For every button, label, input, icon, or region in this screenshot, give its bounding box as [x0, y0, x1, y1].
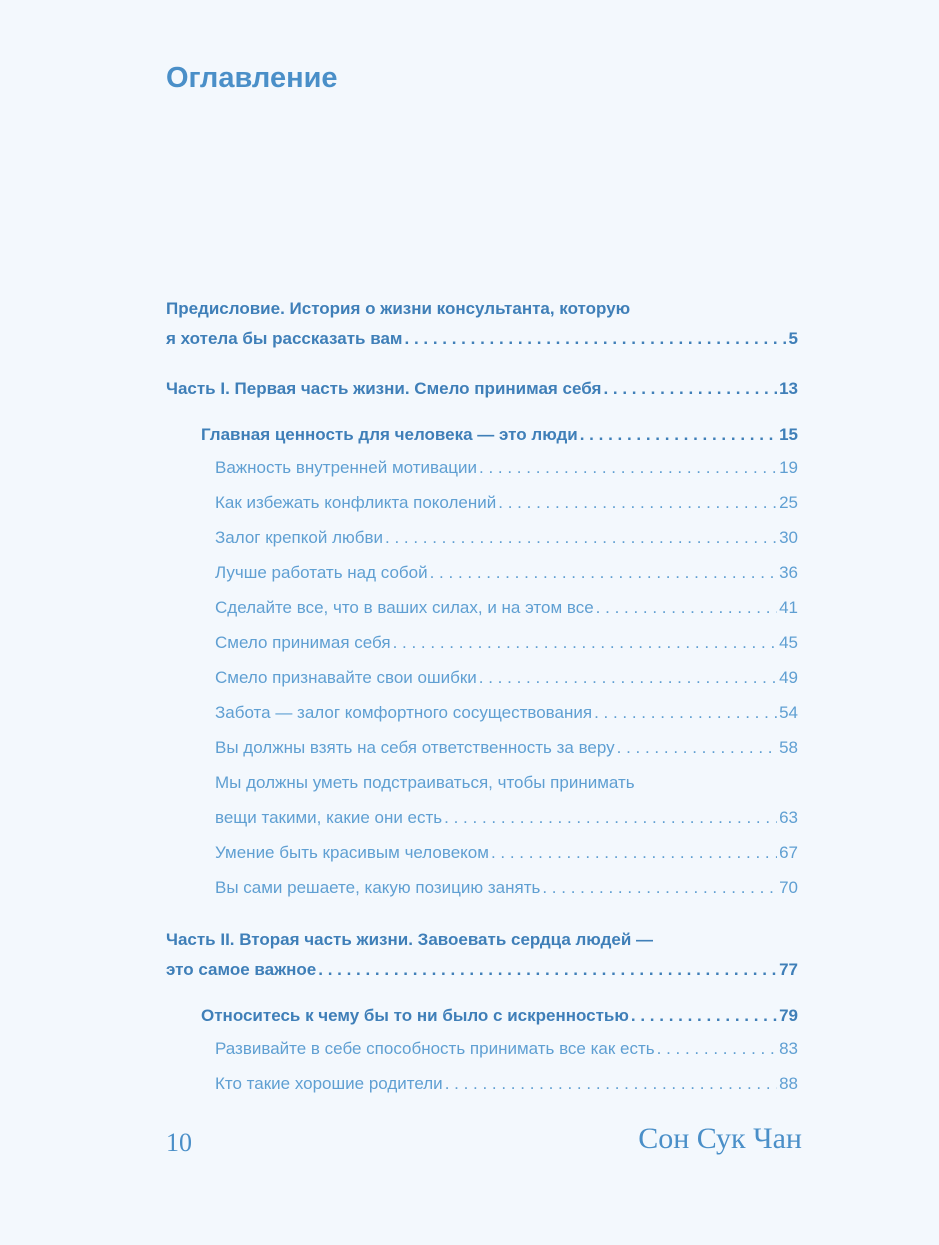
dot-leader	[657, 1031, 777, 1066]
dot-leader	[596, 590, 777, 625]
toc-page-number: 49	[779, 668, 798, 687]
toc-page-number: 83	[779, 1039, 798, 1058]
dot-leader	[631, 1001, 777, 1031]
toc-entry-title: Вы сами решаете, какую позицию занять	[215, 878, 541, 897]
toc-page-number: 30	[779, 528, 798, 547]
toc-section-entry[interactable]	[166, 730, 798, 765]
dot-leader	[617, 730, 777, 765]
toc-entry-title: Забота — залог комфортного сосуществования	[215, 703, 593, 722]
toc-entry-title: Смело принимая себя	[215, 633, 391, 652]
toc-page-number: 67	[779, 843, 798, 862]
toc-section-entry[interactable]	[166, 590, 798, 625]
toc-section-entry[interactable]	[166, 835, 798, 870]
toc-entry-title: Сделайте все, что в ваших силах, и на этом все	[215, 598, 594, 617]
toc-entry-title: Смело признавайте свои ошибки	[215, 668, 477, 687]
dot-leader	[580, 420, 777, 450]
toc-section-entry[interactable]	[166, 765, 798, 835]
toc-page-number: 36	[779, 563, 798, 582]
toc-chapter-entry[interactable]	[166, 420, 798, 450]
toc-page-number: 13	[779, 379, 798, 398]
toc-page-number: 45	[779, 633, 798, 652]
toc-section-entry[interactable]	[166, 1031, 798, 1066]
toc-page-number: 88	[779, 1074, 798, 1093]
toc-entry-title: это самое важное	[166, 960, 317, 979]
toc-part-entry[interactable]	[166, 374, 798, 404]
toc-entry-title: Развивайте в себе способность принимать все как есть	[215, 1039, 655, 1058]
toc-entry-title-line: Мы должны уметь подстраиваться, чтобы принимать	[215, 773, 635, 792]
table-of-contents	[166, 294, 798, 1101]
toc-entry-title: Главная ценность для человека — это люди	[201, 425, 578, 444]
dot-leader	[542, 870, 777, 905]
toc-section-entry[interactable]	[166, 1066, 798, 1101]
toc-section-entry[interactable]	[166, 625, 798, 660]
toc-page-number: 25	[779, 493, 798, 512]
toc-section-entry[interactable]	[166, 695, 798, 730]
toc-page-number: 41	[779, 598, 798, 617]
toc-page-number: 54	[779, 703, 798, 722]
toc-entry-title: Как избежать конфликта поколений	[215, 493, 497, 512]
toc-entry-title: Залог крепкой любви	[215, 528, 383, 547]
dot-leader	[445, 1066, 777, 1101]
toc-entry-title: Относитесь к чему бы то ни было с искренностью	[201, 1006, 629, 1025]
toc-section-entry[interactable]	[166, 660, 798, 695]
author-name: Сон Сук Чан	[638, 1122, 802, 1155]
dot-leader	[393, 625, 777, 660]
toc-section-entry[interactable]	[166, 450, 798, 485]
toc-page-number: 5	[788, 329, 798, 348]
toc-page-number: 79	[779, 1006, 798, 1025]
toc-section-entry[interactable]	[166, 520, 798, 555]
toc-page-number: 77	[779, 960, 798, 979]
toc-section-entry[interactable]	[166, 555, 798, 590]
dot-leader	[594, 695, 777, 730]
dot-leader	[479, 450, 777, 485]
toc-entry-title: я хотела бы рассказать вам	[166, 329, 403, 348]
toc-page-number: 15	[779, 425, 798, 444]
toc-page-number: 70	[779, 878, 798, 897]
toc-entry-title: Лучше работать над собой	[215, 563, 428, 582]
page-title: Оглавление	[166, 62, 338, 94]
toc-page-number: 19	[779, 458, 798, 477]
toc-page-number: 63	[779, 808, 798, 827]
toc-part-entry[interactable]	[166, 925, 798, 985]
page-number: 10	[166, 1128, 192, 1157]
toc-entry-title: вещи такими, какие они есть	[215, 808, 443, 827]
toc-entry-title-line: Предисловие. История о жизни консультанта, которую	[166, 299, 631, 318]
toc-entry-title: Важность внутренней мотивации	[215, 458, 478, 477]
dot-leader	[405, 324, 787, 354]
toc-part-entry[interactable]	[166, 294, 798, 354]
toc-section-entry[interactable]	[166, 485, 798, 520]
toc-entry-title: Часть I. Первая часть жизни. Смело принимая себя	[166, 379, 602, 398]
dot-leader	[318, 955, 777, 985]
dot-leader	[491, 835, 777, 870]
toc-chapter-entry[interactable]	[166, 1001, 798, 1031]
dot-leader	[498, 485, 777, 520]
toc-entry-title: Вы должны взять на себя ответственность за веру	[215, 738, 615, 757]
dot-leader	[444, 800, 777, 835]
toc-entry-title-line: Часть II. Вторая часть жизни. Завоевать сердца людей —	[166, 930, 654, 949]
dot-leader	[385, 520, 777, 555]
dot-leader	[479, 660, 777, 695]
toc-entry-title: Кто такие хорошие родители	[215, 1074, 443, 1093]
dot-leader	[603, 374, 777, 404]
toc-page-number: 58	[779, 738, 798, 757]
toc-section-entry[interactable]	[166, 870, 798, 905]
toc-entry-title: Умение быть красивым человеком	[215, 843, 489, 862]
dot-leader	[430, 555, 777, 590]
